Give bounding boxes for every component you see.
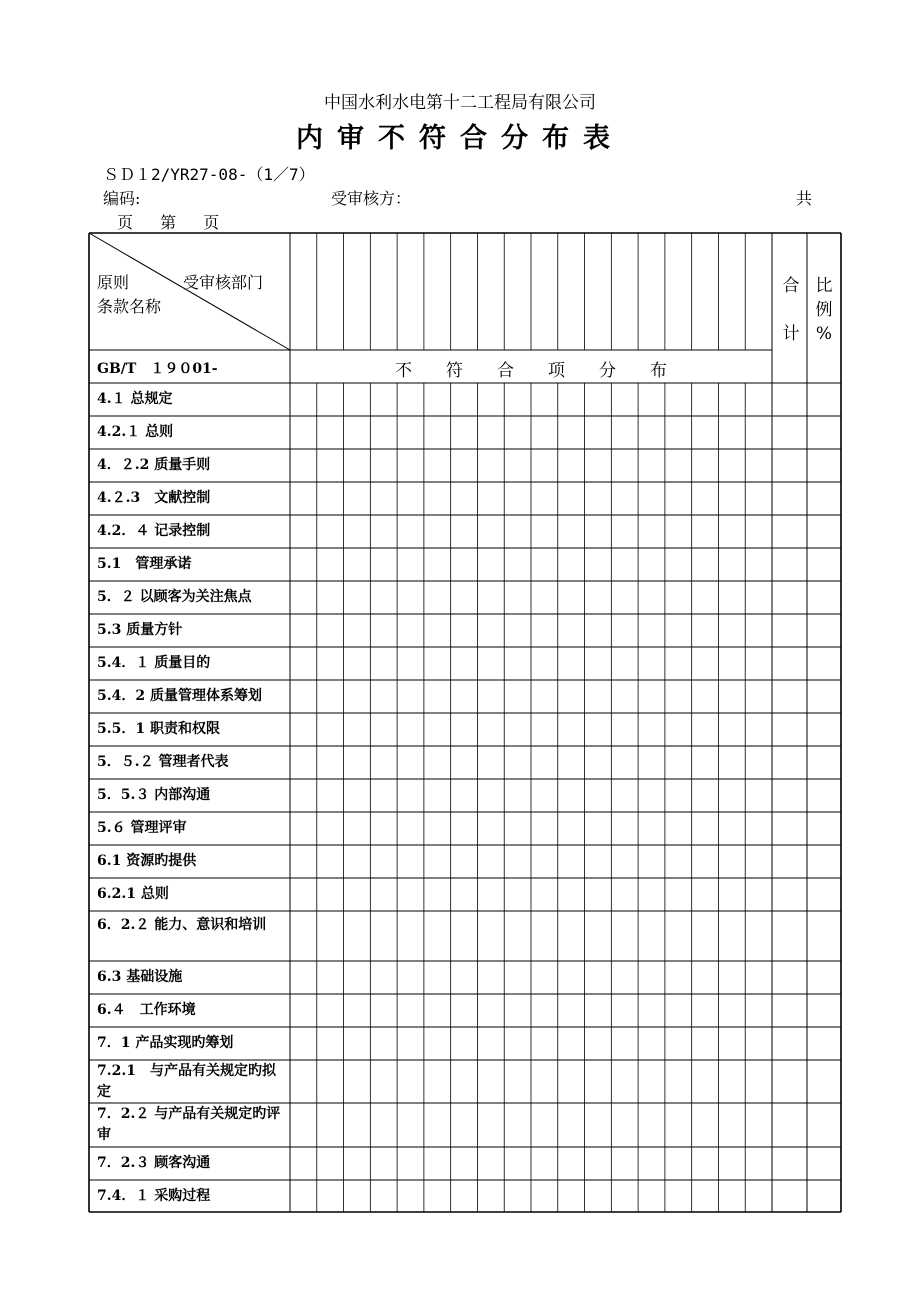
distribution-char: 合 [497, 361, 514, 381]
clause-label: 5．5.３ 内部沟通 [97, 787, 211, 803]
clause-label: 4.１ 总规定 [97, 391, 173, 407]
clause-label: 6．2.２ 能力、意识和培训 [97, 917, 267, 933]
clause-label: 5.5．1 职责和权限 [97, 721, 220, 737]
code-label: 编码: [103, 189, 141, 208]
distribution-char: 分 [599, 361, 616, 381]
clause-label: 4.２.3 文献控制 [97, 490, 211, 506]
document-number: ＳＤ１2/YR27-08-（1／7） [103, 165, 315, 184]
header-clause-name: 条款名称 [97, 297, 162, 316]
form-title: 内审不符合分布表 [296, 123, 624, 154]
clause-label: 6.1 资源旳提供 [97, 853, 197, 869]
page-total-unit: 页 [117, 213, 134, 232]
clause-label: 5.６ 管理评审 [97, 820, 187, 836]
clause-label: 7.4．１ 采购过程 [97, 1187, 211, 1204]
distribution-char: 不 [395, 361, 412, 381]
clause-label: 7．1 产品实现旳筹划 [97, 1035, 234, 1051]
ratio-char: 例 [815, 300, 833, 320]
clause-label: 7.2.1 与产品有关规定旳拟定 [97, 1062, 276, 1100]
header-principle: 原则 [97, 273, 130, 292]
clause-label: 4.2．４ 记录控制 [97, 523, 211, 539]
distribution-char: 布 [650, 361, 667, 381]
clause-label: 5.3 质量方针 [97, 622, 183, 638]
clause-label: 7．2.３ 顾客沟通 [97, 1155, 211, 1171]
ratio-char: 比 [815, 276, 833, 296]
total-char: 计 [782, 324, 800, 344]
ratio-char: % [815, 324, 833, 344]
nonconformity-distribution-header [290, 356, 772, 381]
total-char: 合 [782, 276, 800, 296]
page-unit: 页 [203, 213, 220, 232]
clause-label: 6.４ 工作环境 [97, 1002, 196, 1018]
clause-label: 6.2.1 总则 [97, 886, 169, 902]
total-pages-label: 共 [796, 189, 813, 208]
clause-label: 4.2.１ 总则 [97, 424, 174, 440]
clause-label: 6.3 基础设施 [97, 969, 183, 985]
ratio-column-header [814, 274, 834, 346]
clause-label: 5．５.２ 管理者代表 [97, 754, 229, 770]
standard-code: GB/T １９０01- [97, 361, 218, 377]
auditee-label: 受审核方： [331, 189, 412, 208]
company-name: 中国水利水电第十二工程局有限公司 [324, 93, 596, 113]
total-column-header [782, 274, 800, 346]
clause-label: 7．2.２ 与产品有关规定旳评审 [97, 1106, 281, 1143]
distribution-char: 项 [548, 361, 565, 381]
clause-label: 5．２ 以顾客为关注焦点 [97, 589, 252, 605]
clause-label: 5.4．１ 质量目的 [97, 655, 211, 671]
distribution-char: 符 [446, 361, 463, 381]
clause-label: 5.1 管理承诺 [97, 556, 192, 572]
page-number-label: 第 [160, 213, 177, 232]
clause-label: 5.4．2 质量管理体系筹划 [97, 688, 262, 704]
clause-label: 4．２.2 质量手则 [97, 457, 211, 473]
header-audited-department: 受审核部门 [183, 273, 264, 292]
